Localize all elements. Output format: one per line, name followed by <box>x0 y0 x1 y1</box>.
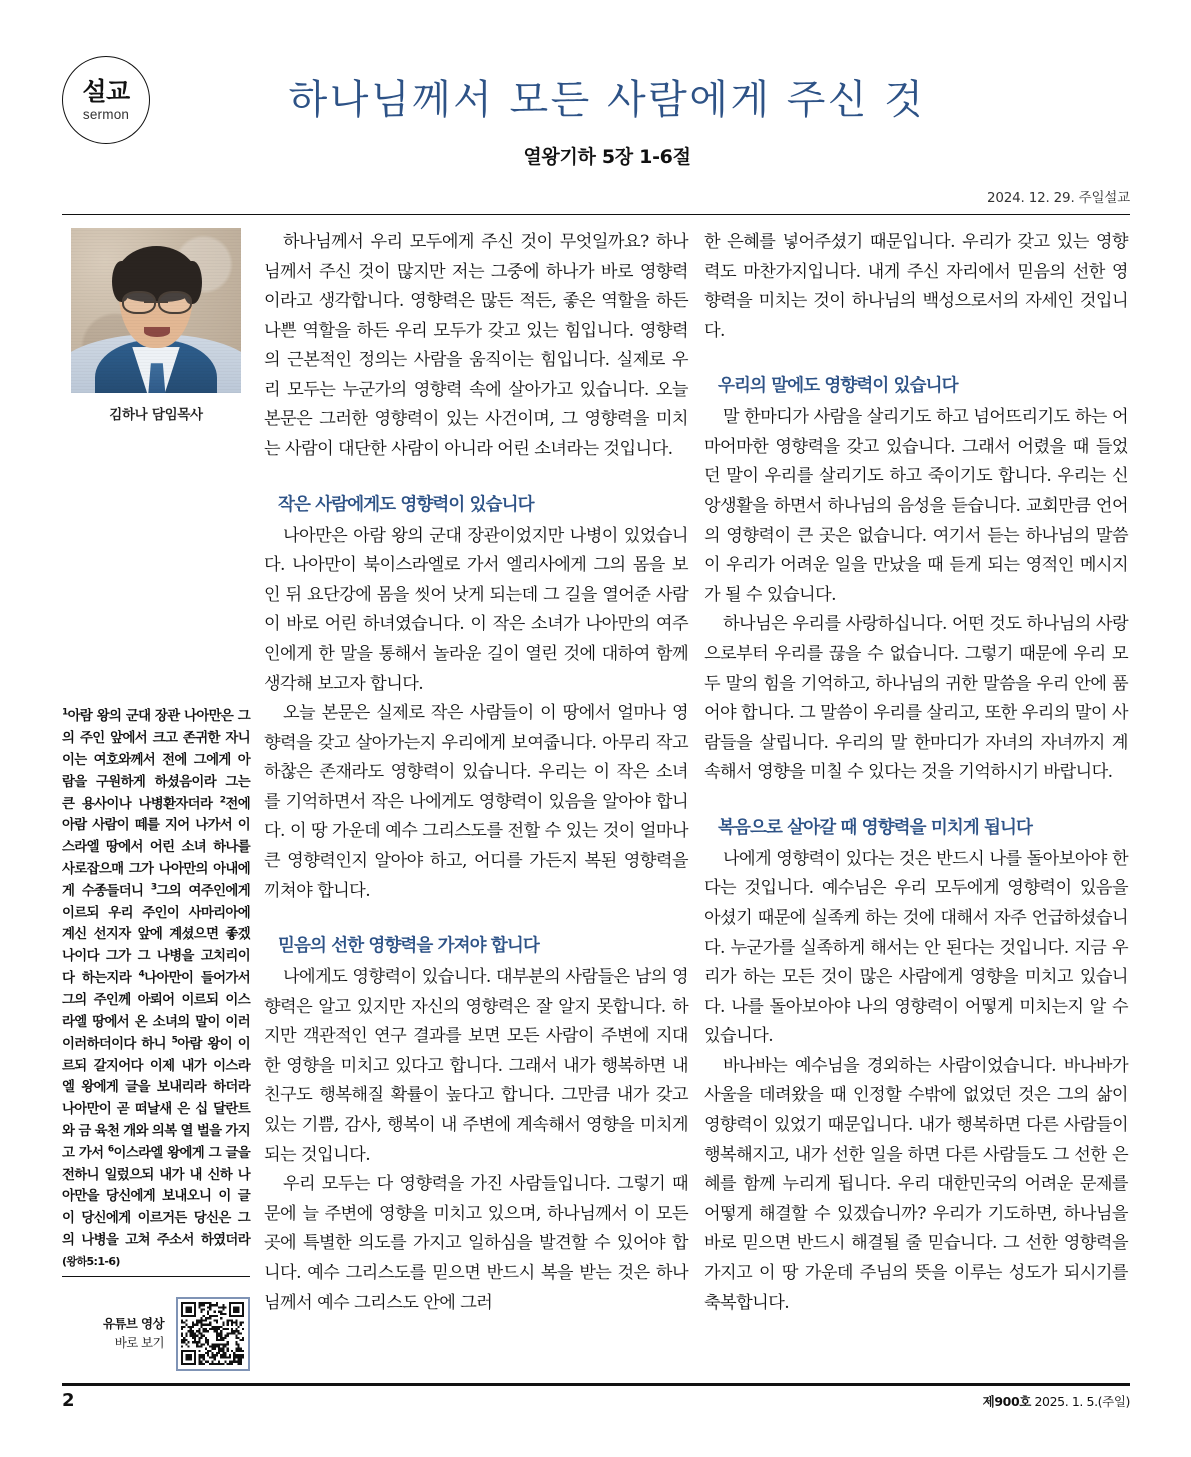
verse-number: 6 <box>107 1144 114 1155</box>
body-paragraph: 하나님은 우리를 사랑하십니다. 어떤 것도 하나님의 사랑으로부터 우리를 끊을 수 없습니다. 그렇기 때문에 우리 모두 말의 힘을 기억하고, 하나님의 귀한 말씀을 우리 안에 품어야 합니다. 그 말씀이 우리를 살리고, 또한 우리의 말이 사람들을 살립니다. 우리의 말 한마디가 자녀의 자녀까지 계속해서 영향을 미칠 수 있다는 것을 기억하시기 바랍니다. <box>704 614 1128 783</box>
sermon-date: 2024. 12. 29. 주일설교 <box>986 190 1130 206</box>
body-paragraph: 나아만은 아람 왕의 군대 장관이었지만 나병이 있었습니다. 나아만이 북이스라엘로 가서 엘리사에게 그의 몸을 보인 뒤 요단강에 몸을 씻어 낫게 되는데 그 길을 열어준 사람이 바로 어린 하녀였습니다. 이 작은 소녀가 나아만의 여주인에게 한 말을 통해서 놀라운 길이 열린 것에 대하여 함께 생각해 보고자 합니다. <box>264 525 688 694</box>
qr-label-line1: 유튜브 영상 <box>102 1316 164 1332</box>
verse-number: 5 <box>171 1035 178 1046</box>
verse-text: 그의 여주인에게 이르되 우리 주인이 사마리아에 계신 선지자 앞에 계셨으면 좋겠나이다 그가 그 나병을 고치리이다 하는지라 <box>62 884 250 987</box>
footer-divider <box>62 1383 1130 1386</box>
header-divider <box>62 214 1130 215</box>
sermon-badge <box>62 56 150 144</box>
issue-number: 제900호 <box>982 1394 1031 1409</box>
verse-text: 나아만이 들어가서 그의 주인께 아뢰어 이르되 이스라엘 땅에서 온 소녀의 말이 이러이러하더이다 하니 <box>62 971 251 1052</box>
body-paragraph: 나에게도 영향력이 있습니다. 대부분의 사람들은 남의 영향력은 알고 있지만 자신의 영향력은 잘 알지 못합니다. 하지만 객관적인 연구 결과를 보면 모든 사람이 주변에 지대한 영향을 미치고 있다고 합니다. 그래서 내가 행복하면 내 친구도 행복해질 확률이 높다고 합니다. 그만큼 내가 갖고 있는 기쁨, 감사, 행복이 내 주변에 계속해서 영향을 미치게 되는 것입니다. <box>264 967 688 1165</box>
page-number: 2 <box>62 1390 75 1411</box>
verse-text: 아람 왕의 군대 장관 나아만은 그의 주인 앞에서 크고 존귀한 자니 이는 여호와께서 전에 그에게 아람을 구원하게 하셨음이라 그는 큰 용사이나 나병환자더라 <box>62 709 250 812</box>
body-paragraph: 한 은혜를 넣어주셨기 때문입니다. 우리가 갖고 있는 영향력도 마찬가지입니다. 내게 주신 자리에서 믿음의 선한 영향력을 미치는 것이 하나님의 백성으로서의 자세인 것입니다. <box>704 232 1128 341</box>
scripture-citation: (왕하5:1-6) <box>62 1255 120 1269</box>
article-column-middle <box>264 228 688 1318</box>
verse-text: 전에 아람 사람이 떼를 지어 나가서 이스라엘 땅에서 어린 소녀 하나를 사로잡으매 그가 나아만의 아내에게 수종들더니 <box>62 796 250 900</box>
verse-text: 아람 왕이 이르되 갈지어다 이제 내가 이스라엘 왕에게 글을 보내리라 하더라 나아만이 곧 떠날새 은 십 달란트와 금 육천 개와 의복 열 벌을 가지고 가서 <box>62 1036 251 1161</box>
issue-info <box>983 1392 1130 1410</box>
body-paragraph: 우리 모두는 다 영향력을 가진 사람들입니다. 그렇기 때문에 늘 주변에 영향을 미치고 있으며, 하나님께서 이 모든 곳에 특별한 의도를 가지고 일하심을 발견할 수 있어야 합니다. 예수 그리스도를 믿으면 반드시 복을 받는 것은 하나님께서 예수 그리스도 안에 그러 <box>264 1174 688 1313</box>
sermon-scripture-reference: 열왕기하 5장 1-6절 <box>523 146 691 168</box>
section-heading: 믿음의 선한 영향력을 가져야 합니다 <box>278 936 539 957</box>
sermon-badge-english-label: sermon <box>82 106 130 122</box>
verse-number: 2 <box>219 795 226 806</box>
scripture-passage-box <box>62 706 250 1273</box>
article-column-right <box>704 228 1128 1318</box>
qr-label-line2: 바로 보기 <box>114 1335 164 1350</box>
scripture-passage-text <box>62 706 250 1273</box>
qr-label <box>103 1315 164 1353</box>
sidebar-column <box>62 228 251 1350</box>
page-title: 하나님께서 모든 사람에게 주신 것 <box>288 77 926 123</box>
section-heading: 우리의 말에도 영향력이 있습니다 <box>718 376 958 397</box>
sidebar-divider <box>62 1276 250 1277</box>
title-block <box>212 76 1002 169</box>
body-paragraph: 나에게 영향력이 있다는 것은 반드시 나를 돌아보아야 한다는 것입니다. 예수님은 우리 모두에게 영향력이 있음을 아셨기 때문에 실족케 하는 것에 대해서 자주 언급하셨습니다. 누군가를 실족하게 해서는 안 된다는 것입니다. 지금 우리가 하는 모든 것이 많은 사람에게 영향을 미치고 있습니다. 나를 돌아보아야 나의 영향력이 어떻게 미치는지 알 수 있습니다. <box>704 848 1128 1047</box>
verse-number: 4 <box>138 969 145 980</box>
masthead <box>62 46 1130 214</box>
body-paragraph: 오늘 본문은 실제로 작은 사람들이 이 땅에서 얼마나 영향력을 갖고 살아가는지 우리에게 보여줍니다. 아무리 작고 하찮은 존재라도 영향력이 있습니다. 우리는 이 작은 소녀를 기억하면서 작은 나에게도 영향력이 있음을 알아야 합니다. 이 땅 가운데 예수 그리스도를 전할 수 있는 것이 얼마나 큰 영향력인지 알아야 하고, 어디를 가든지 복된 영향력을 끼쳐야 합니다. <box>264 703 688 901</box>
youtube-qr-code[interactable] <box>176 1297 250 1371</box>
verse-number: 1 <box>62 708 68 718</box>
body-paragraph: 바나바는 예수님을 경외하는 사람이었습니다. 바나바가 사울을 데려왔을 때 인정할 수밖에 없었던 것은 그의 삶이 영향력이 있었기 때문입니다. 내가 행복하면 다른 사람들이 행복해지고, 내가 선한 일을 하면 다른 사람들도 그 선한 은혜를 함께 누리게 됩니다. 우리 대한민국의 어려운 문제를 어떻게 해결할 수 있겠습니까? 우리가 기도하면, 하나님을 바로 믿으면 반드시 해결될 줄 믿습니다. 그 선한 영향력을 가지고 이 땅 가운데 주님의 뜻을 이루는 성도가 되시기를 축복합니다. <box>704 1055 1128 1313</box>
section-heading: 복음으로 살아갈 때 영향력을 미치게 됩니다 <box>718 817 1033 838</box>
footer <box>62 1390 1130 1411</box>
body-paragraph: 하나님께서 우리 모두에게 주신 것이 무엇일까요? 하나님께서 주신 것이 많지만 저는 그중에 하나가 바로 영향력이라고 생각합니다. 영향력은 많든 적든, 좋은 역할을 하든 나쁜 역할을 하든 우리 모두가 갖고 있는 힘입니다. 영향력의 근본적인 정의는 사람을 움직이는 힘입니다. 실제로 우리 모두는 누군가의 영향력 속에 살아가고 있습니다. 오늘 본문은 그러한 영향력이 있는 사건이며, 그 영향력을 미치는 사람이 대단한 사람이 아니라 어린 소녀라는 것입니다. <box>264 232 688 460</box>
sermon-badge-korean-label: 설교 <box>82 76 130 106</box>
youtube-qr-block[interactable] <box>62 1291 250 1377</box>
section-heading: 작은 사람에게도 영향력이 있습니다 <box>278 494 534 515</box>
verse-number: 3 <box>150 882 157 893</box>
pastor-portrait-photo <box>71 228 241 393</box>
issue-date: 2025. 1. 5.(주일) <box>1034 1394 1130 1409</box>
verse-text: 이스라엘 왕에게 그 글을 전하니 일렀으되 내가 내 신하 나아만을 당신에게 보내오니 이 글이 당신에게 이르거든 당신은 그의 나병을 고쳐 주소서 하였더라 <box>62 1145 250 1248</box>
body-paragraph: 말 한마디가 사람을 살리기도 하고 넘어뜨리기도 하는 어마어마한 영향력을 갖고 있습니다. 그래서 어렸을 때 들었던 말이 우리를 살리기도 하고 죽이기도 합니다. 우리는 신앙생활을 하면서 하나님의 음성을 듣습니다. 교회만큼 언어의 영향력이 큰 곳은 없습니다. 여기서 듣는 하나님의 말씀이 우리가 어려운 일을 만났을 때 듣게 되는 영적인 메시지가 될 수 있습니다. <box>704 407 1128 605</box>
pastor-name-caption: 김하나 담임목사 <box>109 407 203 423</box>
